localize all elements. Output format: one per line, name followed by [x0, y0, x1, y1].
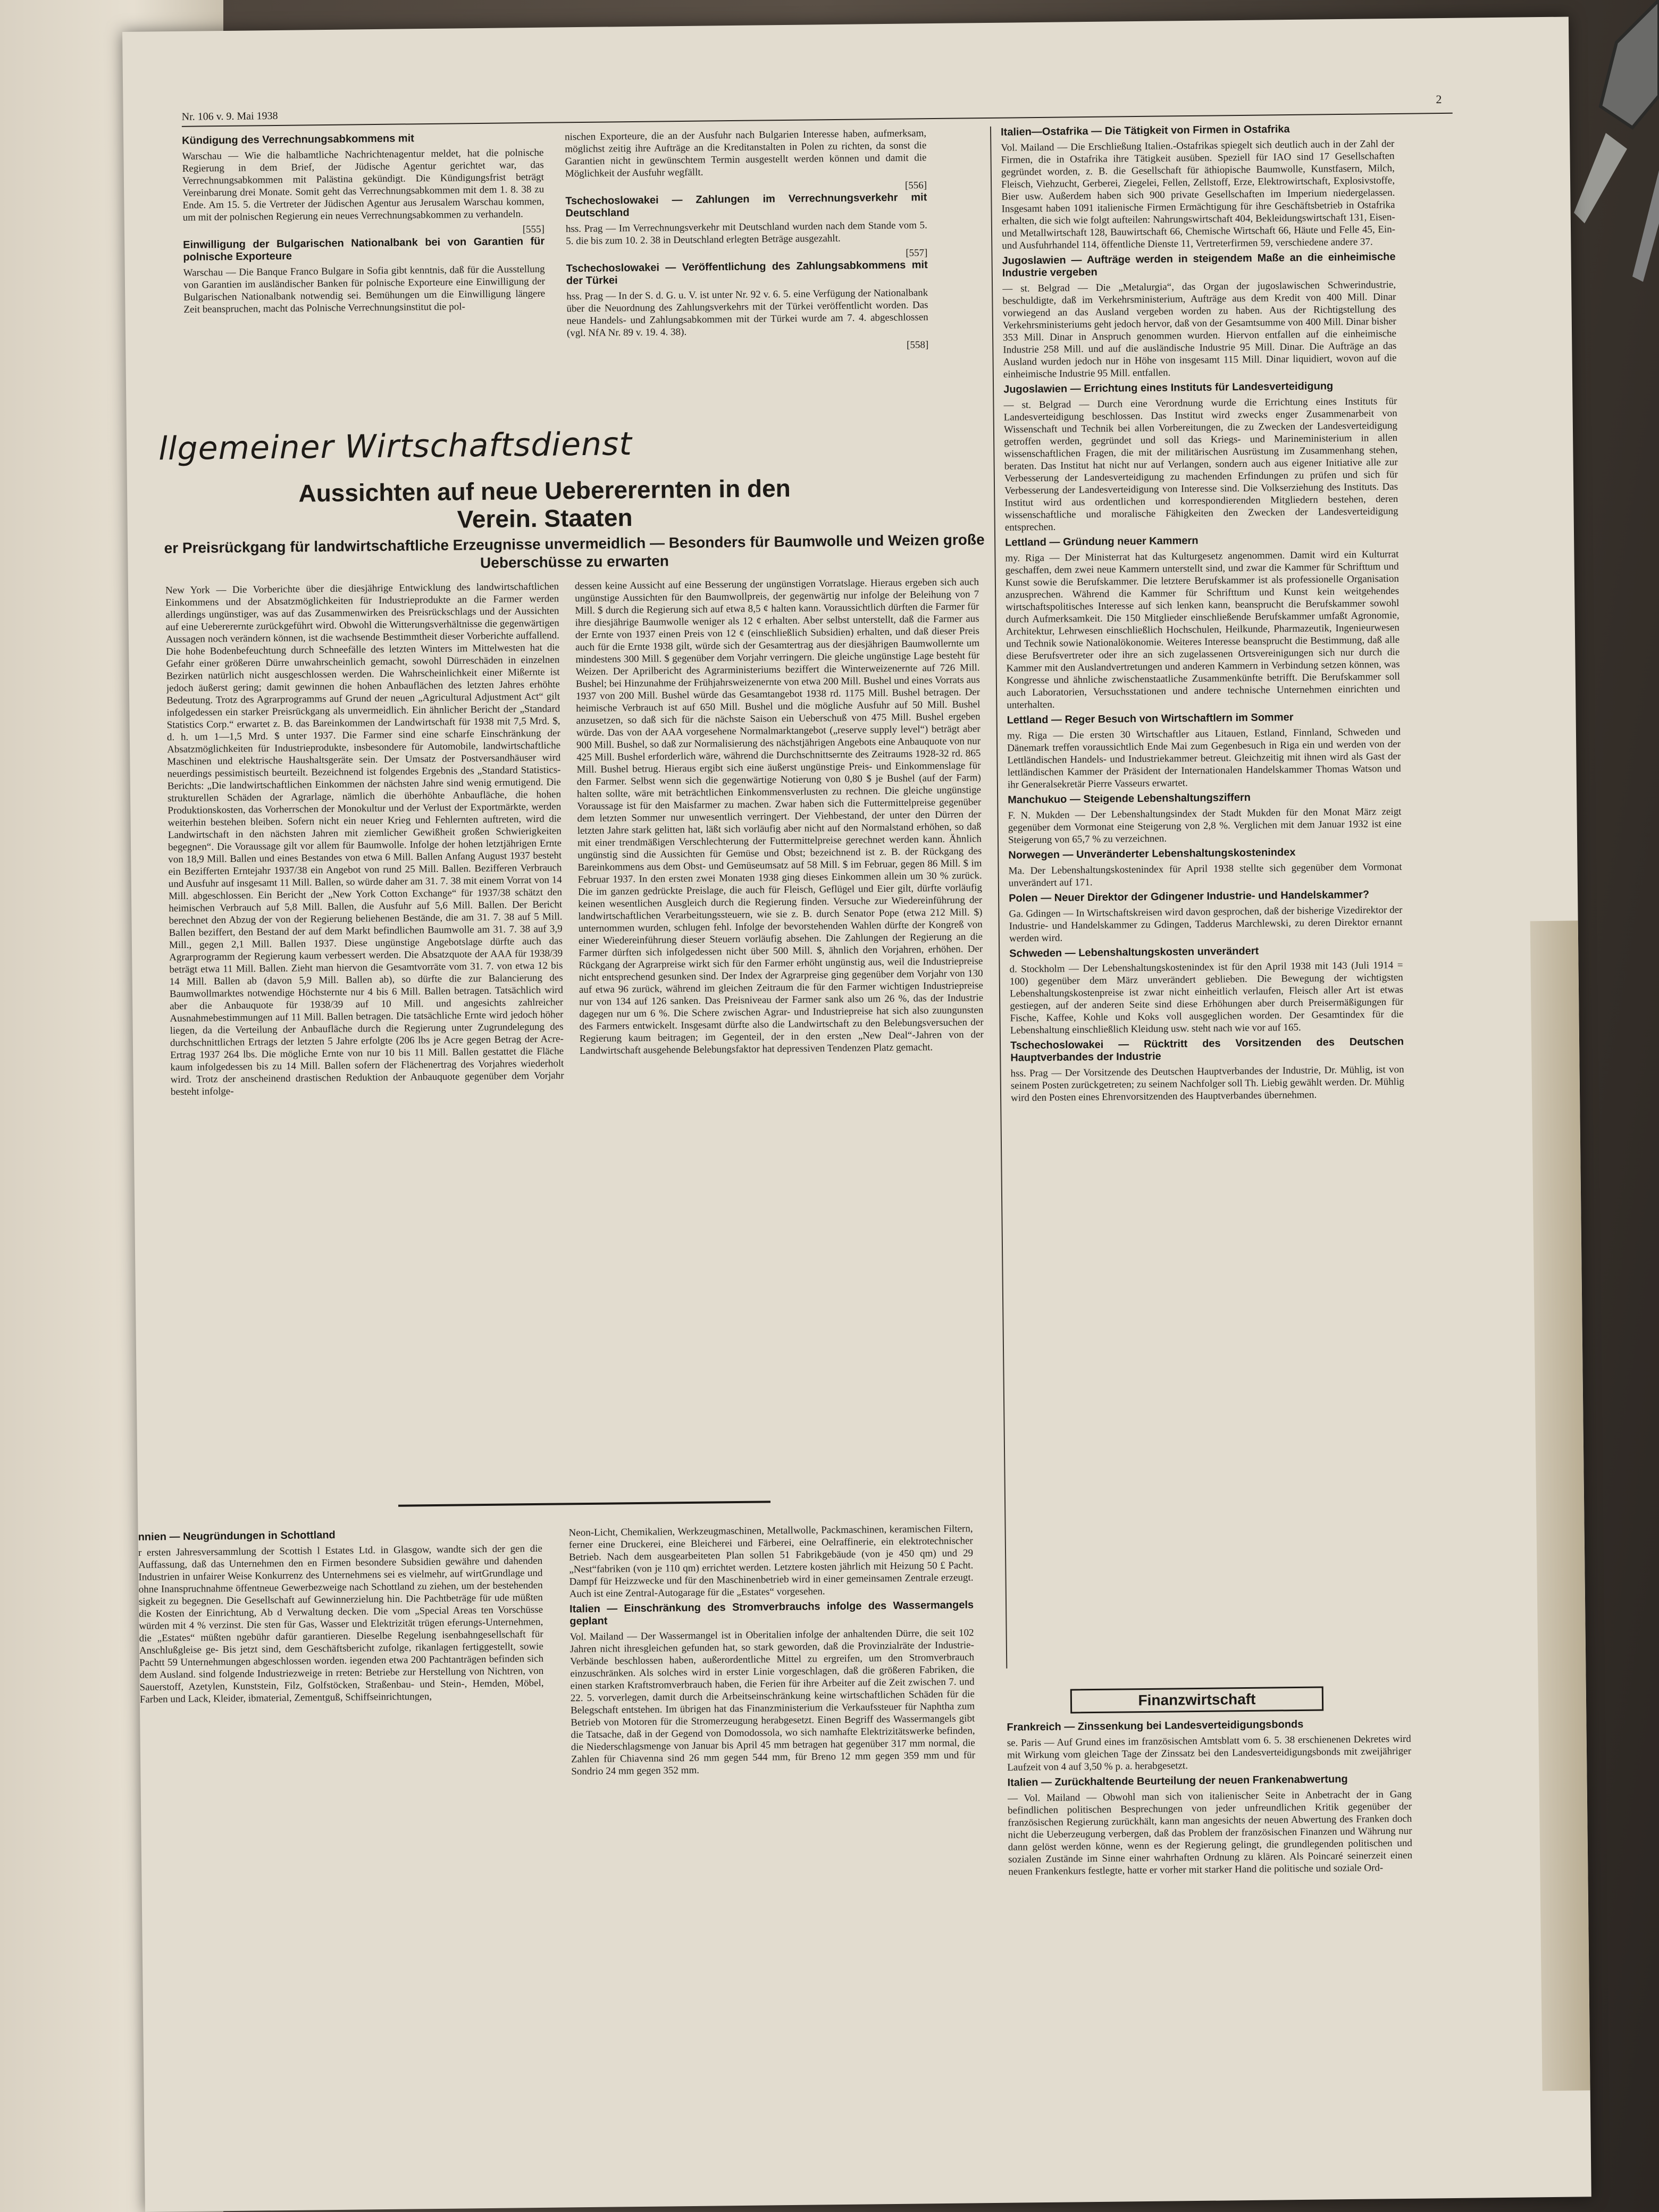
right-news-column: [1001, 122, 1411, 1679]
bottom-left-title: nnien — Neugründungen in Schottland: [138, 1529, 336, 1543]
news-item-title: Lettland — Reger Besuch von Wirtschaftlern im Sommer: [1007, 711, 1294, 726]
article-text-2: dessen keine Aussicht auf eine Besserung der ungünstigen Vorratslage. Hieraus ergeben sich auch ungünstige Aussichten für den Baumwollpreis, der gegenwärtig nur infolge der Beleihung von 7 Mill. $ durch die Regierung sich auf etwa 8,5 ¢ halten kann. Voraussichtlich dürften die Farmer für ihre diesjährige Baumwolle weniger als 12 ¢ erhalten. Aber selbst unterstellt, daß die Farmer aus der Ernte von 1937 einen Preis von 12 ¢ (einschließlich Subsidien) erhalten, und daß dieser Preis auch für die Ernte 1938 gilt, würde sich der Gesamtertrag aus der diesjährigen Baumwollernte um mindestens 300 Mill. $ gegenüber dem Vorjahr verringern. Die gleiche ungünstige Lage besteht für Weizen. Der Aprilbericht des Agrarministeriums beziffert die Winterweizenernte auf 726 Mill. Bushel; bei Hinzunahme der Frühjahrsweizenernte von etwa 200 Mill. Bushel und eines Vorrats aus 1937 von 200 Mill. Bushel würde das Gesamtangebot 1938 rd. 1175 Mill. Bushel betragen. Der heimische Verbrauch ist auf 650 Mill. Bushel und die mögliche Ausfuhr auf 50 Mill. Bushel anzusetzen, so daß sich für die nächste Saison ein Ueberschuß von 475 Mill. Bushel ergeben würde. Das von der AAA vorgesehene Normalmarktangebot („reserve supply level“) beträgt aber 900 Mill. Bushel, so daß zur Normalisierung des nächstjährigen Angebots eine Anbauquote von nur 425 Mill. Bushel erforderlich wäre, während die Durchschnittsernte des Zeitraums 1928-32 rd. 865 Mill. Bushel betrug. Hieraus ergibt sich eine äußerst ungünstige Preis- und Einkommenslage für den Farmer. Selbst wenn sich die gegenwärtige Notierung von 0,80 $ je Bushel (auf der Farm) halten sollte, wäre mit beträchtlichen Einkommensverlusten zu rechnen. Die gleiche ungünstige Voraussage ist für den Maisfarmer zu machen. Zwar haben sich die Futtermittelpreise gegenüber dem letzten Sommer nur unwesentlich verringert. Der Viehbestand, der unter den Dürren der letzten Jahre stark gelitten hat, läßt sich vorläufig aber nicht auf den Normalstand erhöhen, so daß mit einer trendmäßigen Verschlechterung der Futtermittelpreise gerechnet werden kann. Ähnlich ungünstig sind die Aussichten für Gemüse und Obst; bezeichnend ist z. B. der Rückgang des Bareinkommens aus dem Obst- und Gemüseumsatz auf 58 Mill. $ im Februar, gegen 86 Mill. $ im Februar 1937. In den ersten zwei Monaten 1938 ging dieses Einkommen allein um 30 % zurück. Die im ganzen gedrückte Preislage, die auch für Fleisch, Geflügel und Eier gilt, dürfte vorläufig keinen wesentlichen Ausgleich durch die Regierung finden. Versuche zur Wiedereinführung der landwirtschaftlichen Verarbeitungssteuern, wie sie z. B. durch Senator Pope (etwa 212 Mill. $) unternommen wurden, schlugen fehl. Infolge der bevorstehenden Wahlen dürfte der Kongreß von einer Wiedereinführung dieser Steuern vorläufig absehen. Die Zahlungen der Regierung an die Farmer dürften sich infolgedessen nicht über 500 Mill. $, ähnlich den Vorjahren, erhöhen. Der Rückgang der Agrarpreise wirkt sich für den Farmer erhöht ungünstig aus, weil die Industriepreise nicht entsprechend gesunken sind. Der Index der Agrarpreise ging gegenüber dem Vorjahr von 130 auf etwa 96 zurück, während im gleichen Zeitraum die für den Farmer wichtigen Industriepreise nur von 134 auf 126 sanken. Das Preisniveau der Farmer sank also um 26 %, das der Industrie dagegen nur um 6 %. Die Schere zwischen Agrar- und Industriepreise hat sich also zuungunsten des Farmers entwickelt. Insgesamt dürfte also die Landwirtschaft zu den Belebungsversuchen der Regierung kaum beitragen; im Gegenteil, der in den ersten „New Deal“-Jahren von der Landwirtschaft ausgehende Belebungsfaktor hat depressiven Tendenzen Platz gemacht.: [574, 576, 984, 1057]
section-title: llgemeiner Wirtschaftsdienst: [158, 425, 633, 468]
article-divider: [398, 1501, 770, 1506]
news-item-body: my. Riga — Die ersten 30 Wirtschaftler aus Litauen, Estland, Finnland, Schweden und Dänemark treffen voraussichtlich Ende Mai zum Gegenbesuch in Riga ein und werden von der Lettländischen Handels- und Industriekammer betreut. Gleichzeitig mit ihnen wird als Gast der lettländischen Kammer der Präsident der Internationalen Handelskammer Thomas Watson und ihr Generalsekretär Pierre Vasseurs erwartet.: [1007, 726, 1401, 791]
news-item-body: Warschau — Wie die halbamtliche Nachrichtenagentur meldet, hat die polnische Regierung in dem Brief, der Jüdische Agentur gerichtet war, das Verrechnungsabkommen mit Palästina gekündigt. Die Kündigungsfrist beträgt Vereinbarung drei Monate. Somit geht das Verrechnungsabkommen mit dem 1. 8. 38 zu Ende. Am 15. 5. die Vertreter der Jüdischen Agentur aus Jerusalem Warschau kommen, um mit der polnischen Regierung ein neues Verrechnungsabkommen zu verhandeln.: [182, 147, 544, 223]
news-item-title: Schweden — Lebenshaltungskosten unverändert: [1009, 945, 1259, 960]
news-item-title: Italien — Einschränkung des Stromverbrauchs infolge des Wassermangels geplant: [569, 1599, 974, 1628]
news-item-body: Vol. Mailand — Die Erschließung Italien.-Ostafrikas spiegelt sich deutlich auch in der Zahl der Firmen, die in Ostafrika ihre Tätigkeit ausüben. Speziell für IAO sind 17 Gesellschaften gegründet worden, z. B. die Gesellschaft für äthiopische Baumwolle, Kunstfasern, Milch, Fleisch, Viehzucht, Gerberei, Ziegelei, Fellen, Zellstoff, Erze, Elektrowirtschaft, Explosivstoffe, Bier usw. Außerdem haben sich 900 private Gesellschaften im Imperium niedergelassen. Insgesamt haben 1091 italienische Firmen Ermächtigung für ihre Geschäftsbetrieb in Ostafrika erhalten, die sich wie folgt aufteilen: Nahrungswirtschaft 404, Bekleidungswirtschaft 131, Eisen- und Metallwirtschaft 128, Bauwirtschaft 66, Chemische Wirtschaft 66, Häute und Felle 45, Ein- und Ausfuhrhandel 114, öffentliche Dienste 11, Vertreterfirmen 59, verschiedene andere 37.: [1001, 138, 1396, 252]
news-item-title: Manchukuo — Steigende Lebenshaltungsziffern: [1008, 791, 1251, 806]
news-item-body: hss. Prag — In der S. d. G. u. V. ist unter Nr. 92 v. 6. 5. eine Verfügung der Nationalbank über die Neuordnung des Zahlungsverkehrs mit der Türkei veröffentlicht worden. Das neue Handels- und Zahlungsabkommen mit der Türkei wurde am 7. 4. abgeschlossen (vgl. NfA Nr. 89 v. 19. 4. 38).: [566, 287, 928, 339]
news-item-title: Jugoslawien — Aufträge werden in steigendem Maße an die einheimische Industrie vergeben: [1002, 250, 1396, 279]
news-item-body: Warschau — Die Banque Franco Bulgare in Sofia gibt kenntnis, daß für die Ausstellung von Garantien im ausländischer Banken für polnische Exporteure eine Einwilligung der Bulgarischen Nationalbank notwendig sei. Bemühungen um die Einwilligung längere Zeit beanspruchen, macht das Polnische Verrechnungsinstitut die pol-: [183, 263, 546, 315]
article-column-2: [575, 576, 988, 1484]
news-item-body: F. N. Mukden — Der Lebenshaltungsindex der Stadt Mukden für den Monat März zeigt gegenüber dem Vormonat eine Steigerung von 2,8 %. Verglichen mit dem Januar 1932 ist eine Steigerung von 65,7 % zu verzeichnen.: [1008, 806, 1402, 846]
news-item-ref: [557]: [906, 247, 928, 259]
news-item-title: Tschechoslowakei — Rücktritt des Vorsitzenden des Deutschen Hauptverbandes der Industrie: [1010, 1035, 1404, 1064]
news-item-body: my. Riga — Der Ministerrat hat das Kulturgesetz angenommen. Damit wird ein Kulturrat geschaffen, dem zwei neue Kammern unterstellt sind, und zwar die Kammer für Schrifttum und Kunst sowie die Berufskammer. Die letztere Berufskammer ist als professionelle Organisation anzusprechen. Während die Kammer für Schrifttum und Kunst kein weitgehendes wirtschaftspolitisches Interesse auf sich lenken kann, beansprucht die Berufskammer sowohl durch Aufmerksamkeit. Die 150 Mitglieder einschließende Berufskammer umfaßt Agronomie, Architektur, Lehrwesen einschließlich Hochschulen, Heilkunde, Pharmazeutik, Ingenieurwesen und Technik sowie Nationalökonomie. Weiteres Interesse beansprucht die Bestimmung, daß alle diese Berufsvertreter oder ihre an sich zugelassenen Ortsvereinigungen sich nur durch die Kammer mit den Auslandvertretungen und anderen Kammern in Verbindung setzen können, was Kongresse und ähnliche zwischenstaatliche Zusammenkünfte betrifft. Die Berufskammer soll auch Laboratorien, Versuchsstationen und andere technische Unternehmen einrichten und unterhalten.: [1005, 548, 1401, 711]
news-item-title: Jugoslawien — Errichtung eines Instituts für Landesverteidigung: [1003, 380, 1334, 396]
news-item-body: Neon-Licht, Chemikalien, Werkzeugmaschinen, Metallwolle, Packmaschinen, keramischen Filtern, ferner eine Druckerei, eine Bleicherei und Färberei, eine Oelraffinerie, ein elektrotechnischer Betrieb. Nach dem ausgearbeiteten Plan sollen 51 Fabrikgebäude (von je 450 qm) und 29 „Nest“fabriken (von je 110 qm) errichtet werden. Letztere kosten jährlich mit Heizung 50 £ Pacht. Dampf für Heizzwecke und für den Maschinenbetrieb wird in einer gemeinsamen Zentrale erzeugt. Auch ist eine Zentral-Autogarage für die „Estates“ vorgesehen.: [568, 1523, 974, 1600]
news-item-title: Lettland — Gründung neuer Kammern: [1005, 534, 1199, 549]
news-item-body: — st. Belgrad — Durch eine Verordnung wurde die Errichtung eines Instituts für Landesverteidigung beschlossen. Das Institut wird zwecks enger Zusammenarbeit von Wissenschaft und Technik bei allen Vorbereitungen, die zu Zwecken der Landesverteidigung getroffen werden, gegründet und soll das Kriegs- und Marineministerium in allen wissenschaftlichen Fragen, die mit der militärischen Ausrüstung im Zusammenhang stehen, beraten. Das Institut hat nicht nur auf Verlangen, sondern auch aus eigener Initiative alle zur Verbesserung der Landesverteidigung zu machenden Erfindungen zu prüfen und sich für Verbesserung der Landesverteidigung von Interesse sind. Die Volkserziehung des Instituts. Das Institut wird aus ordentlichen und korrespondierenden Mitgliedern bestehen, deren wissenschaftliche und moralische Fähigkeiten den Zwecken der Landesverteidigung entsprechen.: [1003, 395, 1398, 533]
news-item-ref: [556]: [904, 180, 927, 191]
article-headline: Aussichten auf neue Uebererernten in den Verein. Staaten: [298, 474, 791, 533]
article-column-1: [165, 580, 568, 1488]
news-item-title: Norwegen — Unveränderter Lebenshaltungskostenindex: [1008, 846, 1296, 861]
news-item-title: Italien—Ostafrika — Die Tätigkeit von Firmen in Ostafrika: [1000, 123, 1290, 138]
news-item-body: hss. Prag — Im Verrechnungsverkehr mit Deutschland wurden nach dem Stande vom 5. 5. die bis zum 10. 2. 38 in Deutschland erlegten Beträge ausgezahlt.: [565, 220, 928, 247]
news-item-body: — st. Belgrad — Die „Metalurgia“, das Organ der jugoslawischen Schwerindustrie, beschuldigte, daß im Verkehrsministerium, Aufträge aus dem Kredit von 400 Mill. Dinar vorwiegend an das Ausland vergeben worden zu haben. Aus der Richtigstellung des Verkehrsministeriums geht jedoch hervor, daß von der Gesamtsumme von 400 Mill. Dinar bisher 353 Mill. Dinar in Anspruch genommen wurden. Hiervon entfallen auf die einheimische Industrie 258 Mill. und auf die ausländische Industrie 95 Mill. Dinar. Die Aufträge an das Ausland wurden jedoch nur in Höhe von insgesamt 115 Mill. Dinar liquidiert, wovon auf die einheimische Industrie 95 Mill. entfallen.: [1002, 279, 1397, 380]
finanzwirtschaft-box: Finanzwirtschaft: [1070, 1687, 1323, 1714]
news-item-body: se. Paris — Auf Grund eines im französischen Amtsblatt vom 6. 5. 38 erschienenen Dekretes wird mit Wirkung vom gleichen Tage der Zinssatz bei den Landesverteidigungsbonds mit zweijähriger Laufzeit von 4 auf 3,50 % p. a. herabgesetzt.: [1007, 1733, 1412, 1773]
news-item-body: nischen Exporteure, die an der Ausfuhr nach Bulgarien Interesse haben, aufmerksam, möglichst zeitig ihre Aufträge an die Kreditanstalten in Polen zu richten, da sonst die Garantien nicht in gewünschtem Termin ausgestellt werden können und damit die Möglichkeit der Ausfuhr wegfällt.: [565, 128, 927, 180]
top-middle-column: [565, 127, 928, 355]
news-item-title: Einwilligung der Bulgarischen Nationalbank bei von Garantien für polnische Exporteure: [183, 235, 545, 263]
news-item-body: Ma. Der Lebenshaltungskostenindex für April 1938 stellte sich gegenüber dem Vormonat unverändert auf 171.: [1008, 861, 1402, 889]
article-subheadline: er Preisrückgang für landwirtschaftliche Erzeugnisse unvermeidlich — Besonders für Baumwolle und Weizen große Ueberschüsse zu erwarten: [164, 531, 985, 572]
article-text-1: New York — Die Vorberichte über die diesjährige Entwicklung des landwirtschaftlichen Einkommens und der Absatzmöglichkeiten für Industrieprodukte an die Farmer werden allerdings ungünstiger, was auf das Zusammenwirken des Preisrückschlags und der Aussichten auf eine Uebererernte zurückgeführt wird. Obwohl die Witterungsverhältnisse die gegenwärtigen Aussagen noch verändern können, ist die wachsende Bestimmtheit dieser Vorberichte auffallend. Die hohe Bodenbefeuchtung durch Schneefälle des letzten Winters im Mittelwesten hat die Gefahr einer größeren Dürre unwahrscheinlich gemacht, sowohl Dürreschäden in einzelnen Bezirken natürlich nicht ausgeschlossen werden. Die Wahrscheinlichkeit einer Mißernte ist jedoch äußerst gering; damit gewinnen die hohen Anbauflächen des letzten Jahres erhöhte Bedeutung. Trotz des Agrarprogramms auf Grund der neuen „Agricultural Adjustment Act“ gilt infolgedessen ein starker Preisrückgang als unvermeidlich. Ein ähnlicher Bericht der „Standard Statistics Corp.“ erwartet z. B. das Bareinkommen der Landwirtschaft für 1938 mit 7,5 Mrd. $, d. h. um 1—1,5 Mrd. $ unter 1937. Die Farmer sind eine scharfe Einschränkung der Absatzmöglichkeiten für Industrieprodukte, insbesondere für Automobile, landwirtschaftliche Maschinen und elektrische Haushaltsgeräte sein. Der Umsatz der Postversandhäuser wird neuerdings pessimistisch beurteilt. Bezeichnend ist folgendes Ergebnis des „Standard Statistics-Berichts: „Die landwirtschaftlichen Einkommen der nächsten Jahre sind wenig ermutigend. Die strukturellen Schäden der Agrarlage, nämlich die überhöhte Anbaufläche, die hohen Produktionskosten, das Vorherrschen der Monokultur und der Verlust der Exportmärkte, werden weiterhin bestehen bleiben. Sofern nicht ein neuer Krieg und Fehlernten auftreten, wird die Landwirtschaft in den nächsten Jahren mit ziemlicher Gewißheit großen Schwierigkeiten begegnen“. Die Voraussage gilt vor allem für Baumwolle. Infolge der hohen letztjährigen Ernte von 18,9 Mill. Ballen und eines Bestandes von etwa 6 Mill. Ballen Anfang August 1937 besteht ein Bezifferten Erntejahr 1937/38 ein Angebot von rund 25 Mill. Ballen. Bezifferen Verbrauch und Ausfuhr auf insgesamt 11 Mill. Ballen, so würde daher am 31. 7. 38 mit einem Vorrat von 14 Mill. abgeschlossen. Ein Bericht der „New York Cotton Exchange“ für 1937/38 schätzt den heimischen Verbrauch auf 5,8 Mill. Ballen, die Ausfuhr auf 5,6 Mill. Ballen. Der Bericht berechnet den Abzug der von der Regierung beliehenen Bestände, die am 31. 7. 38 auf 5 Mill. Ballen beziffert, den Bestand der auf dem Markt befindlichen Baumwolle am 31. 7. 38 auf 3,9 Mill., gegen 2,1 Mill. Ballen 1937. Diese ungünstige Angebotslage dürfte auch das Agrarprogramm der Regierung kaum verbessert werden. Die Absatzquote der AAA für 1938/39 beträgt etwa 11 Mill. Ballen. Zieht man hiervon die Gesamtvorräte vom 31. 7. von etwa 12 bis 14 Mill. Ballen ab (davon 5,9 Mill. Ballen ab), so dürfte die zur Balancierung des Baumwollmarktes notwendige Höchsternte nur 4 bis 6 Mill. Ballen betragen. Tatsächlich wird aber die Anbauquote für 1938/39 auf 10 Mill. und angesichts zahlreicher Ausnahmebestimmungen auf 11 Mill. Ballen betragen. Die tatsächliche Ernte wird jedoch höher liegen, da die Verteilung der Anbaufläche durch die Regierung unter Zugrundelegung des durchschnittlichen Ertrags der letzten 5 Jahre erfolgte (206 lbs je Acre gegen Betrag der Acre-Ertrag 1937 264 lbs. Die mögliche Ernte von nur 10 bis 11 Mill. Ballen gestattet die Fläche kaum infolgedessen bis zu 14 Mill. Ballen sofern der Flächenertrag des Vorjahres wiederholt wird. Trotz der anscheinend drastischen Reduktion der Anbauquote gegenüber dem Vorjahr besteht infolge-: [165, 581, 564, 1098]
top-left-column: [182, 131, 546, 319]
news-item-body: Vol. Mailand — Der Wassermangel ist in Oberitalien infolge der anhaltenden Dürre, die seit 102 Jahren nicht ihresgleichen gefunden hat, so stark geworden, daß die Provinzialräte der Industrie-Verbände beschlossen haben, außerordentliche Mittel zu ergreifen, um den Stromverbrauch einzuschränken. Als solches wird in erster Linie vorgeschlagen, daß die größeren Fabriken, die einen starken Kraftstromverbrauch haben, die Ferien für ihre Arbeiter auf die Zeit zwischen 7. und 22. 5. vorverlegen, damit durch die Arbeitseinschränkung keine wirtschaftlichen Schäden für die Belegschaft entstehen. Im übrigen hat das Finanzministerium die Verkaufssteuer für Naphtha zum Betrieb von Motoren für die Stromerzeugung herabgesetzt. Einen Begriff des Wassermangels gibt die Tatsache, daß in der Gegend von Domodossola, wo sich namhafte Elektrizitätswerke befinden, die Niederschlagsmenge von Januar bis April 45 mm betragen hat gegenüber 317 mm normal, die Zahlen für Chiavenna sind 26 mm gegen 544 mm, für Breno 12 mm gegen 359 mm und für Sondrio 24 mm gegen 352 mm.: [569, 1627, 976, 1778]
news-item-title: Kündigung des Verrechnungsabkommens mit: [182, 132, 414, 147]
news-item-body: hss. Prag — Der Vorsitzende des Deutschen Hauptverbandes der Industrie, Dr. Mühlig, ist von seinem Posten zurückgetreten; zu seinem Nachfolger soll Th. Liebig gewählt werden. Dr. Mühlig wird den Posten eines Ehrenvorsitzenden des Hauptverbandes übernehmen.: [1010, 1063, 1404, 1104]
news-item-body: — Vol. Mailand — Obwohl man sich von italienischer Seite in Anbetracht der in Gang befindlichen politischen Besprechungen von jeder unfreundlichen Kritik gegenüber der französischen Regierung zurückhält, kann man angesichts der neuen Abwertung des Franken doch nicht die Ueberzeugung verbergen, daß das Problem der französischen Finanzen und Währung nur dann gelöst werden könne, wenn es der Regierung gelingt, die grundlegenden politischen und sozialen Zustände im Sinne einer wahrhaften Ordnung zu klären. Als Poincaré seinerzeit einen neuen Frankenkurs festlegte, hatte er vorher mit starker Hand die politische und soziale Ord-: [1007, 1788, 1413, 1878]
issue-header: Nr. 106 v. 9. Mai 1938: [181, 110, 278, 123]
newspaper-page: [122, 17, 1591, 2212]
news-item-ref: [555]: [522, 223, 545, 236]
bottom-left-body: r ersten Jahresversammlung der Scottish l Estates Ltd. in Glasgow, wandte sich der gen die Auffassung, daß das Unternehmen den en Firmen besondere Subsidien gewähre und dahenden Industrien in unfairer Weise Konkurrenz des Unternehmens sei es vielmehr, auf wirtGrundlage und ohne Inanspruchnahme öffentneue Gewerbezweige nach Schottland zu ziehen, um der bestehenden sigkeit zu begegnen. Die Gesellschaft auf Gewinnerzielung hin. Die Pachtbeträge für ude müßten die Kosten der Einrichtung, Ab d Verwaltung decken. Die vom „Special Areas ten Vorschüsse würden mit 4 % verzinst. Die sten für Gas, Wasser und Elektrizität trügen eferungs-Unternehmen, die „Estates“ müßten ngebühr dafür garantieren. Dieselbe Regelung isenbahngesellschaft für Anschlußgleise ge- Bis jetzt sind, dem Geschäftsbericht zufolge, rikanlagen fertiggestellt, sowie Pachtt 59 Unternehmungen abgeschlossen worden. iegenden etwa 200 Pachtanträgen befinden sich dem Ausland. sind folgende Industriezweige in rreten: Betriebe zur Herstellung von Nichtren, von Sauerstoff, Azetylen, Kunststein, Filz, Golfstöcken, Straßenbau- und Stein-, Hemden, Möbel, Farben und Lack, Kleider, ibmaterial, Zementguß, Schiffseinrichtungen,: [138, 1543, 544, 1705]
bottom-right-column: [1007, 1717, 1415, 2121]
news-item-title: Frankreich — Zinssenkung bei Landesverteidigungsbonds: [1007, 1718, 1304, 1733]
news-item-body: Ga. Gdingen — In Wirtschaftskreisen wird davon gesprochen, daß der bisherige Vizedirektor der Industrie- und Handelskammer zu Gdingen, Tadderus Marchlewski, zu deren Direktor ernannt werden wird.: [1009, 904, 1403, 944]
bottom-left-column: [138, 1527, 548, 2116]
news-item-title: Tschechoslowakei — Veröffentlichung des Zahlungsabkommens mit der Türkei: [566, 259, 928, 287]
news-item-ref: [558]: [906, 339, 929, 351]
news-item-body: d. Stockholm — Der Lebenshaltungskostenindex ist für den April 1938 mit 143 (Juli 1914 = 100) gegenüber dem März unverändert geblieben. Die Bewegung der wichtigsten Lebenshaltungskostenpreise ist zwar nicht einheitlich verlaufen, Fleisch aller Art ist etwas gestiegen, auf der anderen Seite sind diese Erhöhungen aber durch Preisermäßigungen für Fische, Kaffee, Kohle und Koks voll ausgeglichen worden. Der Gesamtindex für die Lebenshaltung einschließlich Kleidung usw. steht nach wie vor auf 165.: [1009, 959, 1404, 1036]
page-number: 2: [1436, 93, 1442, 106]
news-item-title: Tschechoslowakei — Zahlungen im Verrechnungsverkehr mit Deutschland: [565, 191, 927, 220]
news-item-title: Italien — Zurückhaltende Beurteilung der neuen Frankenabwertung: [1007, 1773, 1348, 1789]
news-item-title: Polen — Neuer Direktor der Gdingener Industrie- und Handelskammer?: [1009, 889, 1370, 904]
bottom-middle-column: [568, 1522, 978, 2112]
